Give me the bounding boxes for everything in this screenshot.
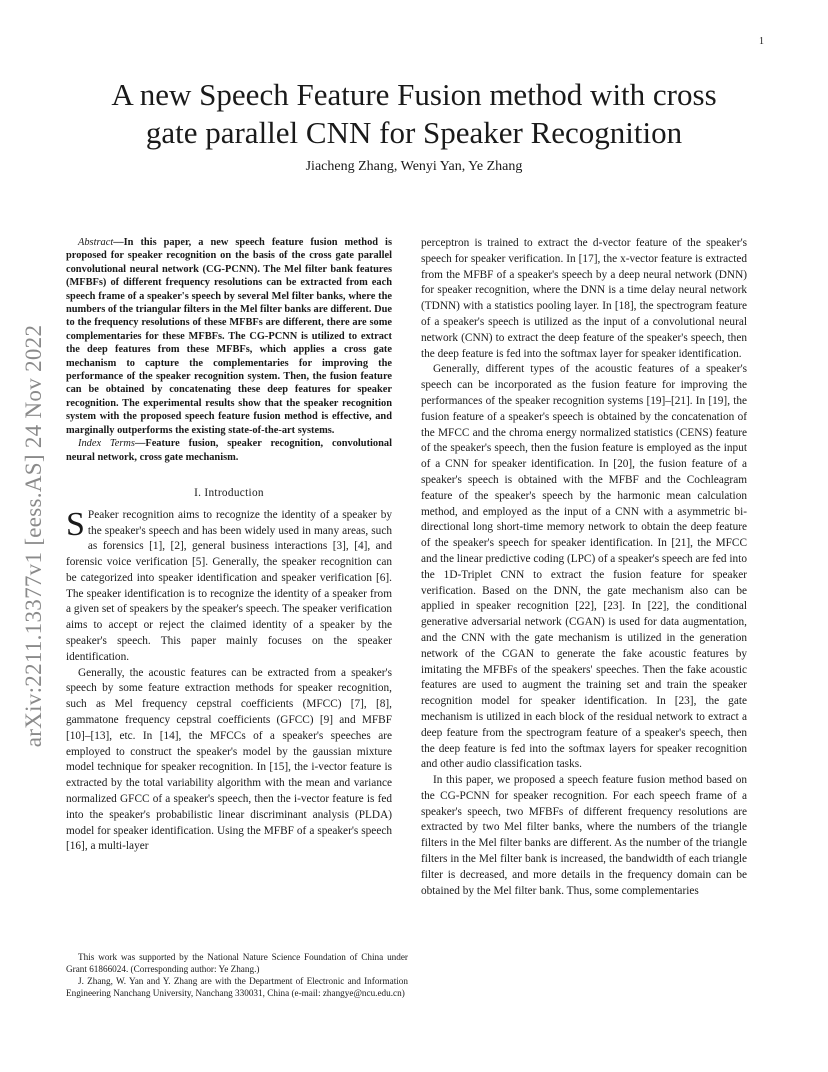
left-column — [66, 236, 392, 855]
footnote-affiliation: J. Zhang, W. Yan and Y. Zhang are with the Department of Electronic and Information Engineering Nanchang University, Nanchang 330031, China (e-mail: zhangye@ncu.edu.cn) — [66, 976, 408, 998]
index-terms-label: Index Terms — [78, 438, 135, 450]
right-paragraph-2: Generally, different types of the acoustic features of a speaker's speech can be incorporated as the fusion feature for improving the performances of the speaker recognition systems [19]–[21]. In [19], the fusion feature of a speaker's speech is obtained by the concatenation of the MFCC and the chroma energy normalized statistics (CENS) feature of the speaker's speech, then the fusion feature is employed as the input of a CNN for speaker identification. In [20], the fusion feature of a speaker's speech is obtained with the MFBF and the Cochleagram feature of the speaker's speech by the harmonic mean calculation method, and employed as the input of a CNN with a asymmetric bi-directional long short-time memory network to obtain the deep feature of the speaker's speech for speaker identification. In [21], the MFCC and the linear predictive coding (LPC) of a speaker's speech are fed into the 1D-Triplet CNN to extract the fusion feature for speaker verification. Based on the DNN, the gate mechanism also can be applied in speaker recognition [22], [23]. In [22], the conditional generative adversarial network (CGAN) is used for data augmentation, and the CNN with the gate mechanism is utilized in the generation network of the CGAN to generate the fake acoustic features by imitating the MFBFs of the speakers' speeches. Then the fake acoustic features are used to augment the training set and train the speaker recognition model for speaker identification. In [23], the gate mechanism is utilized in each block of the residual network to extract a deep feature from the spectrogram feature of a speaker's speech, then the deep feature is fed into the softmax layers for speaker recognition and other audio classification tasks. — [421, 363, 747, 771]
title-line-1: A new Speech Feature Fusion method with cross — [111, 77, 717, 112]
intro-paragraph-1-text: Peaker recognition aims to recognize the identity of a speaker by the speaker's speech and has been widely used in many areas, such as forensics [1], [2], general business interactions [3], [4], and forensic voice verification [5]. Generally, the speaker recognition can be categorized into speaker identification and speaker verification [6]. The speaker identification is to recognize the identity of a speaker from a given set of speakers by the speaker's speech. The speaker verification aims to accept or reject the claimed identity of a speaker by the speaker's speech. This paper mainly focuses on the speaker identification. — [66, 508, 392, 663]
abstract-text: —In this paper, a new speech feature fusion method is proposed for speaker recognition on the basis of the cross gate parallel convolutional neural network (CG-PCNN). The Mel filter bank features (MFBFs) of different frequency resolutions can be extracted from each speech frame of a speaker's speech by several Mel filter banks, where the numbers of the triangular filters in the Mel filter banks are different. Due to the frequency resolutions of these MFBFs are different, there are some complementaries for these MFBFs. The CG-PCNN is utilized to extract the deep features from these MFBFs, which applies a cross gate mechanism to capture the complementaries for improving the performance of the speaker recognition system. Then, the fusion feature can be obtained by concatenating these deep features for speaker recognition. The experimental results show that the speaker recognition system with the proposed speech feature fusion method is effective, and marginally outperforms the existing state-of-the-art systems. — [66, 237, 392, 436]
footnote — [66, 951, 408, 999]
drop-cap: S — [66, 505, 85, 543]
title-line-2: gate parallel CNN for Speaker Recognition — [145, 115, 683, 150]
abstract-label: Abstract — [78, 237, 114, 248]
page-number: 1 — [759, 36, 764, 47]
paper-title — [60, 76, 768, 152]
section-heading-introduction: I. Introduction — [194, 486, 264, 499]
arxiv-sidebar-stamp — [14, 0, 54, 1072]
footnote-funding: This work was supported by the National Nature Science Foundation of China under Grant 61866024. (Corresponding author: Ye Zhang.) — [66, 952, 408, 974]
intro-paragraph-2: Generally, the acoustic features can be extracted from a speaker's speech by some feature extraction methods for speaker recognition, such as Mel frequency cepstral coefficients (MFCC) [7], [8], gammatone frequency cepstral coefficients (GFCC) [9] and MFBF [10]–[13], etc. In [14], the MFCCs of a speaker's speeches are employed to construct the speaker's model by the gaussian mixture model technique for speaker recognition. In [15], the i-vector feature is extracted by the total variability algorithm with the mean and variance normalized GFCC of a speaker's speech, then the i-vector feature is fed into the speaker's probabilistic linear discriminant analysis (PLDA) model for speaker identification. Using the MFBF of a speaker's speech [16], a multi-layer — [66, 666, 392, 853]
arxiv-id: arXiv:2211.13377v1 [eess.AS] 24 Nov 2022 — [21, 324, 46, 748]
right-paragraph-1: perceptron is trained to extract the d-vector feature of the speaker's speech for speaker verification. In [17], the x-vector feature is extracted from the MFBF of a speaker's speech by a deep neural network (DNN) for speaker recognition, where the DNN is a time delay neural network (TDNN) with a statistics pooling layer. In [18], the spectrogram feature of a speaker's speech is utilized as the input of a convolutional neural network (CNN) to extract the deep feature of the speaker's speech, then the deep feature is fed into the softmax layer for speaker identification. — [421, 237, 747, 360]
right-paragraph-3: In this paper, we proposed a speech feature fusion method based on the CG-PCNN for speaker recognition. For each speech frame of a speaker's speech, two MFBFs of different frequency resolutions are extracted by two Mel filter banks, where the numbers of the triangle filters in the Mel filter banks are different. As the number of the triangle filters in the Mel filter bank is increased, the bandwidth of each triangle filter is decreased, and more details in the frequency domain can be obtained by the Mel filter bank. Thus, some complementaries — [421, 774, 747, 897]
author-list: Jiacheng Zhang, Wenyi Yan, Ye Zhang — [305, 159, 523, 174]
intro-paragraph-1 — [66, 505, 392, 666]
right-column — [421, 236, 747, 899]
abstract — [66, 236, 392, 437]
index-terms — [66, 437, 392, 464]
index-terms-text: —Feature fusion, speaker recognition, convolutional neural network, cross gate mechanism. — [66, 438, 392, 463]
